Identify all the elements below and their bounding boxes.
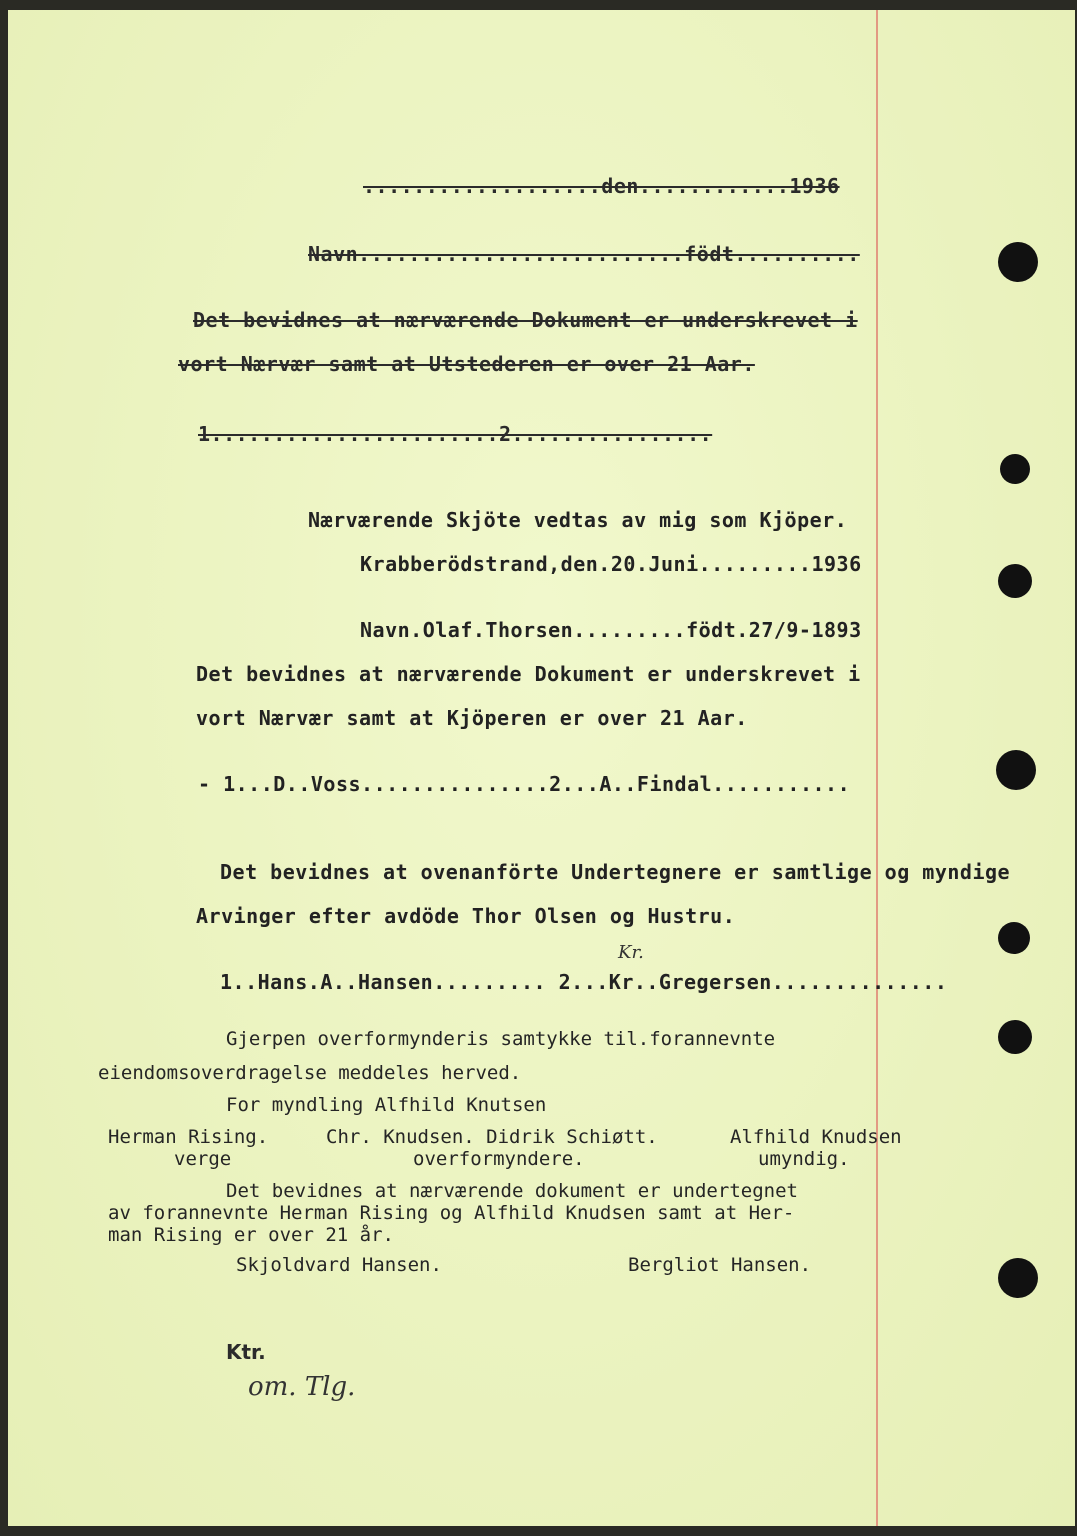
sig-1-role: verge [174, 1148, 232, 1170]
buyer-witness-line: - 1...D..Voss...............2...A..Findal........... [198, 772, 851, 796]
struck-name-line: Navn..........................födt.......... [308, 242, 860, 266]
sig-3-role: umyndig. [758, 1148, 850, 1170]
handwritten-note: om. Tlg. [248, 1372, 356, 1402]
struck-attest-line-2: vort Nærvær samt at Utstederen er over 21 Aar. [178, 352, 755, 376]
guardian-line-3: For myndling Alfhild Knutsen [226, 1094, 547, 1116]
buyer-statement: Nærværende Skjöte vedtas av mig som Kjöper. [308, 508, 848, 532]
guardian-attest-1: Det bevidnes at nærværende dokument er undertegnet [226, 1180, 798, 1202]
buyer-place-date: Krabberödstrand,den.20.Juni.........1936 [360, 552, 862, 576]
ktr-stamp: Ktr. [226, 1340, 266, 1364]
guardian-attest-3: man Rising er over 21 år. [108, 1224, 394, 1246]
struck-date-line: ...................den............1936 [363, 174, 840, 198]
sig-1-name: Herman Rising. [108, 1126, 269, 1148]
sig-3-name: Alfhild Knudsen [730, 1126, 902, 1148]
sig-2-name: Chr. Knudsen. Didrik Schiøtt. [326, 1126, 658, 1148]
heirs-line-2: Arvinger efter avdöde Thor Olsen og Hustru. [196, 904, 736, 928]
document-page [8, 10, 1075, 1526]
punch-hole [996, 750, 1036, 790]
guardian-line-1: Gjerpen overformynderis samtykke til.forannevnte [226, 1028, 776, 1050]
buyer-name-line: Navn.Olaf.Thorsen.........födt.27/9-1893 [360, 618, 862, 642]
struck-attest-line-1: Det bevidnes at nærværende Dokument er underskrevet i [193, 308, 858, 332]
struck-witness-line: 1.......................2................ [198, 422, 713, 446]
guardian-attest-2: av forannevnte Herman Rising og Alfhild Knudsen samt at Her- [108, 1202, 795, 1224]
margin-rule [876, 10, 878, 1526]
hand-correction: Kr. [618, 942, 644, 963]
heirs-line-1: Det bevidnes at ovenanförte Undertegnere er samtlige og myndige [220, 860, 1011, 884]
witness-2: Bergliot Hansen. [628, 1254, 812, 1276]
punch-hole [998, 1020, 1032, 1054]
heirs-signatures: 1..Hans.A..Hansen......... 2...Kr..Gregersen.............. [220, 970, 948, 994]
witness-1: Skjoldvard Hansen. [236, 1254, 442, 1276]
punch-hole [998, 1258, 1038, 1298]
punch-hole [998, 922, 1030, 954]
punch-hole [1000, 454, 1030, 484]
punch-hole [998, 242, 1038, 282]
buyer-attest-line-1: Det bevidnes at nærværende Dokument er underskrevet i [196, 662, 861, 686]
buyer-attest-line-2: vort Nærvær samt at Kjöperen er over 21 Aar. [196, 706, 748, 730]
sig-2-role: overformyndere. [413, 1148, 585, 1170]
punch-hole [998, 564, 1032, 598]
guardian-line-2: eiendomsoverdragelse meddeles herved. [98, 1062, 522, 1084]
